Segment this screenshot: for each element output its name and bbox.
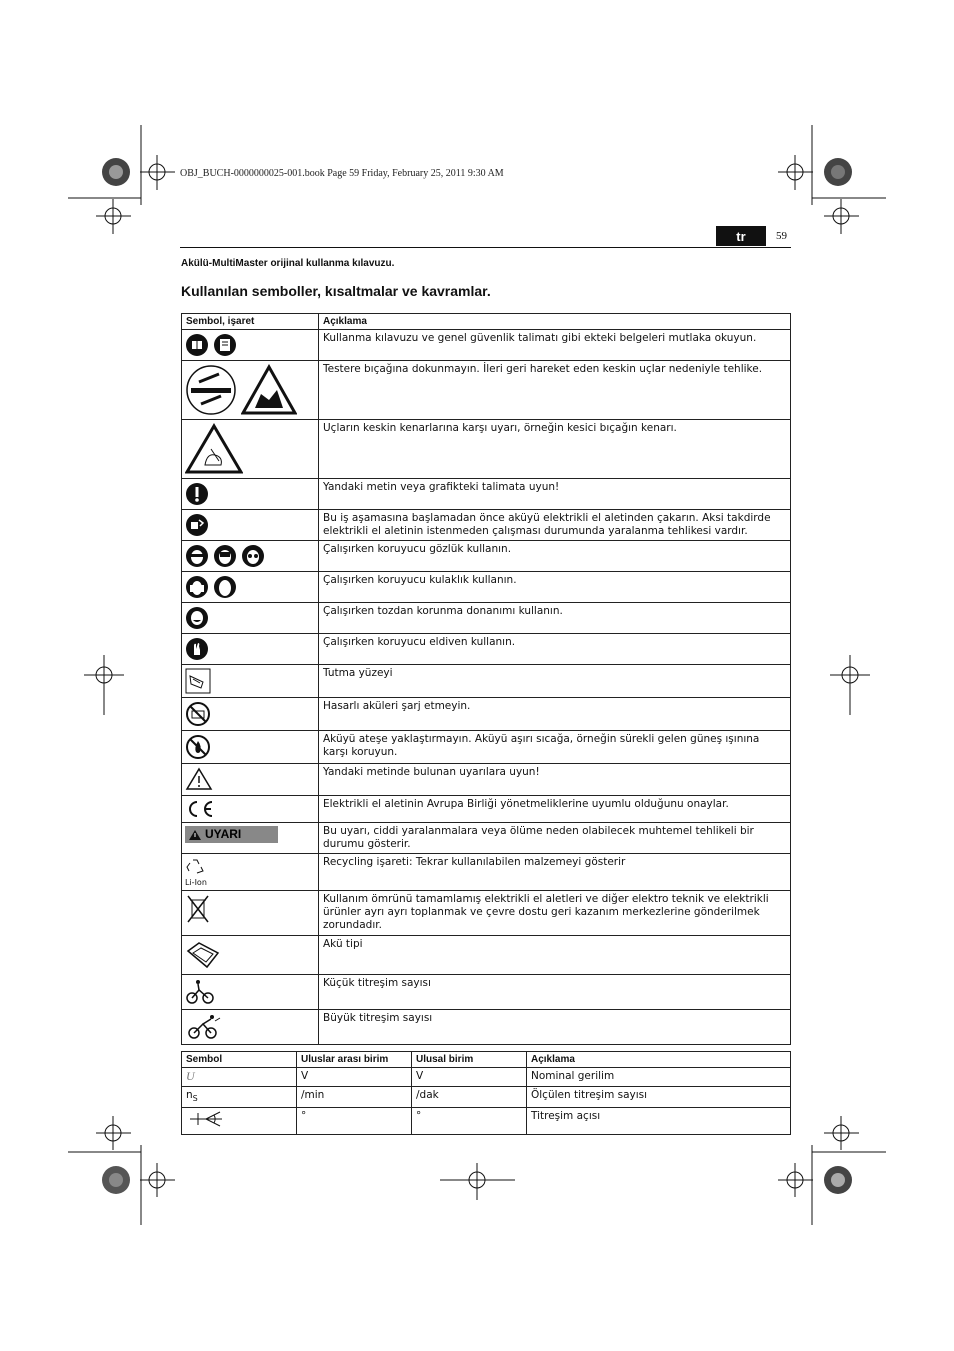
- page-number: 59: [776, 230, 787, 242]
- table-row: [182, 891, 791, 936]
- symbol-cell: [182, 479, 319, 510]
- recycling-icon: [185, 857, 209, 875]
- intl-unit-cell: V: [297, 1068, 412, 1087]
- table-row: [182, 361, 791, 420]
- goggles-icon: [241, 544, 265, 568]
- description-cell: Tutma yüzeyi: [319, 665, 791, 698]
- symbol-cell: [182, 1068, 297, 1087]
- description-cell: Hasarlı aküleri şarj etmeyin.: [319, 698, 791, 731]
- symbol-cell: [182, 731, 319, 764]
- no-fire-icon: [185, 734, 211, 760]
- large-oscillation-icon: [185, 1013, 221, 1041]
- symbol-cell: [182, 541, 319, 572]
- description-cell: Kullanma kılavuzu ve genel güvenlik talimatı gibi ekteki belgeleri mutlaka okuyun.: [319, 330, 791, 361]
- mandatory-icon: [185, 482, 209, 506]
- symbol-cell: [182, 420, 319, 479]
- dust-mask-icon: [185, 606, 209, 630]
- table-row: [182, 510, 791, 541]
- national-unit-cell: V: [412, 1068, 527, 1087]
- symbol-cell: [182, 361, 319, 420]
- description-cell: Büyük titreşim sayısı: [319, 1010, 791, 1045]
- symbol-cell: [182, 854, 319, 891]
- national-unit-cell: /dak: [412, 1087, 527, 1108]
- gloves-icon: [185, 637, 209, 661]
- description-cell: Yandaki metinde bulunan uyarılara uyun!: [319, 764, 791, 796]
- table-row: [182, 541, 791, 572]
- national-unit-cell: °: [412, 1108, 527, 1135]
- li-ion-label: Li-Ion: [185, 878, 207, 887]
- description-cell: Bu iş aşamasına başlamadan önce aküyü elektrikli el aletinden çakarın. Aksi takdirde elektrikli el aletinin istenmeden çalışması durumunda yaralanma tehlikesi vardır.: [319, 510, 791, 541]
- table-row: [182, 698, 791, 731]
- no-charge-damaged-icon: [185, 701, 211, 727]
- description-cell: Çalışırken koruyucu gözlük kullanın.: [319, 541, 791, 572]
- symbol-cell: [182, 975, 319, 1010]
- symbol-cell: [182, 634, 319, 665]
- table-row: [182, 764, 791, 796]
- table-row: [182, 936, 791, 975]
- description-cell: Nominal gerilim: [527, 1068, 791, 1087]
- symbol-cell: [182, 572, 319, 603]
- column-header-description: Açıklama: [319, 314, 791, 330]
- symbol-cell: [182, 665, 319, 698]
- symbol-cell: [182, 891, 319, 936]
- warning-cut-hand-icon: [185, 423, 243, 475]
- table-row: [182, 823, 791, 854]
- intl-unit-cell: °: [297, 1108, 412, 1135]
- description-cell: Recycling işareti: Tekrar kullanılabilen malzemeyi gösterir: [319, 854, 791, 891]
- table-row: [182, 420, 791, 479]
- table-row: [182, 665, 791, 698]
- header-rule: [180, 247, 791, 248]
- description-cell: Uçların keskin kenarlarına karşı uyarı, örneğin kesici bıçağın kenarı.: [319, 420, 791, 479]
- table-row: [182, 975, 791, 1010]
- uyari-signal-icon: [185, 826, 278, 843]
- book-icon: [213, 333, 237, 357]
- description-cell: Çalışırken tozdan korunma donanımı kullanın.: [319, 603, 791, 634]
- table-header-row: [182, 1052, 791, 1068]
- table-row: [182, 479, 791, 510]
- description-cell: Testere bıçağına dokunmayın. İleri geri hareket eden keskin uçlar nedeniyle tehlike.: [319, 361, 791, 420]
- symbol-n: n: [186, 1089, 193, 1101]
- table-row: [182, 603, 791, 634]
- table-row: [182, 634, 791, 665]
- warning-triangle-icon: [185, 767, 213, 791]
- symbol-cell: [182, 698, 319, 731]
- table-row: [182, 1087, 791, 1108]
- column-header-symbol: Sembol: [182, 1052, 297, 1068]
- symbol-u: U: [186, 1069, 195, 1083]
- column-header-national-unit: Ulusal birim: [412, 1052, 527, 1068]
- battery-pack-icon: [185, 939, 221, 971]
- description-cell: Çalışırken koruyucu eldiven kullanın.: [319, 634, 791, 665]
- manual-subtitle: Akülü-MultiMaster orijinal kullanma kılavuzu.: [181, 258, 395, 269]
- read-manual-icon: [185, 333, 209, 357]
- symbol-cell: [182, 330, 319, 361]
- oscillation-angle-icon: [186, 1110, 226, 1128]
- symbol-cell: [182, 936, 319, 975]
- description-cell: Ölçülen titreşim sayısı: [527, 1087, 791, 1108]
- description-cell: Yandaki metin veya grafikteki talimata uyun!: [319, 479, 791, 510]
- table-row: [182, 572, 791, 603]
- symbol-cell: [182, 1108, 297, 1135]
- unplug-battery-icon: [185, 513, 209, 537]
- symbols-table: [181, 313, 791, 1045]
- table-row: [182, 1068, 791, 1087]
- intl-unit-cell: /min: [297, 1087, 412, 1108]
- table-row: [182, 330, 791, 361]
- table-row: [182, 1108, 791, 1135]
- language-badge: tr: [716, 226, 766, 246]
- section-title: Kullanılan semboller, kısaltmalar ve kavramlar.: [181, 283, 491, 299]
- description-cell: Küçük titreşim sayısı: [319, 975, 791, 1010]
- grip-surface-icon: [185, 668, 211, 694]
- column-header-symbol: Sembol, işaret: [182, 314, 319, 330]
- uyari-label: UYARI: [205, 827, 242, 841]
- description-cell: Aküyü ateşe yaklaştırmayın. Aküyü aşırı sıcağa, örneğin sürekli gelen güneş ışınına karşı koruyun.: [319, 731, 791, 764]
- symbol-cell: [182, 796, 319, 823]
- table-header-row: [182, 314, 791, 330]
- table-row: [182, 731, 791, 764]
- symbol-cell: [182, 764, 319, 796]
- symbol-cell: [182, 1010, 319, 1045]
- column-header-intl-unit: Uluslar arası birim: [297, 1052, 412, 1068]
- table-row: [182, 796, 791, 823]
- symbol-cell: [182, 823, 319, 854]
- units-table: [181, 1051, 791, 1135]
- symbol-cell: [182, 510, 319, 541]
- warning-signal-triangle-icon: [188, 829, 202, 841]
- description-cell: Çalışırken koruyucu kulaklık kullanın.: [319, 572, 791, 603]
- attention-blade-icon: [185, 364, 237, 416]
- ear-protection-icon: [185, 575, 209, 599]
- table-row: [182, 1010, 791, 1045]
- face-shield-icon: [213, 544, 237, 568]
- eye-protection-icon: [185, 544, 209, 568]
- print-info: OBJ_BUCH-0000000025-001.book Page 59 Friday, February 25, 2011 9:30 AM: [180, 168, 504, 179]
- symbol-cell: [182, 1087, 297, 1108]
- ear-muffs-icon: [213, 575, 237, 599]
- column-header-description: Açıklama: [527, 1052, 791, 1068]
- description-cell: Akü tipi: [319, 936, 791, 975]
- ce-mark-icon: [185, 799, 215, 819]
- table-row: [182, 854, 791, 891]
- warning-sharp-icon: [241, 364, 297, 416]
- description-cell: Bu uyarı, ciddi yaralanmalara veya ölüme neden olabilecek muhtemel tehlikeli bir durumu gösterir.: [319, 823, 791, 854]
- description-cell: Kullanım ömrünü tamamlamış elektrikli el aletleri ve diğer elektro teknik ve elektrikli ürünler ayrı ayrı toplanmak ve çevre dostu geri kazanım merkezlerine gönderilmek zorundadır.: [319, 891, 791, 936]
- symbol-subscript: S: [192, 1094, 198, 1104]
- symbol-cell: [182, 603, 319, 634]
- description-cell: Elektrikli el aletinin Avrupa Birliği yönetmeliklerine uyumlu olduğunu onaylar.: [319, 796, 791, 823]
- description-cell: Titreşim açısı: [527, 1108, 791, 1135]
- weee-bin-icon: [185, 894, 211, 924]
- small-oscillation-icon: [185, 978, 215, 1006]
